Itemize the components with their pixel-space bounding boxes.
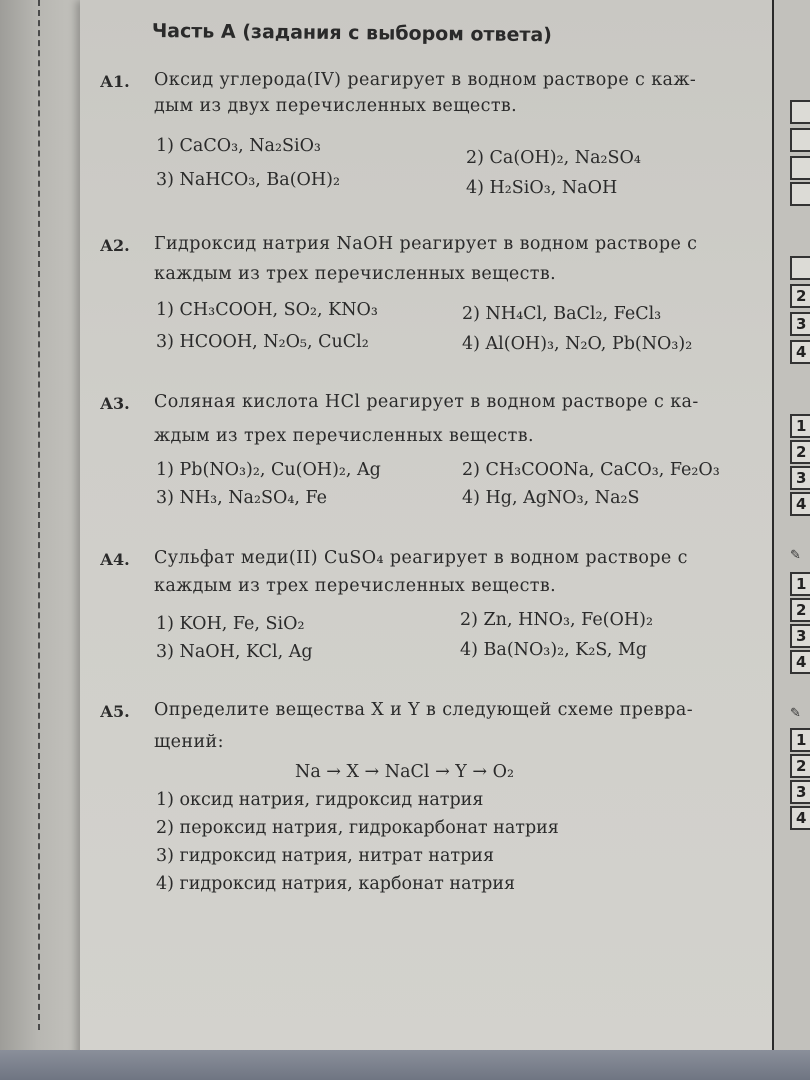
answer-box[interactable]: 3 [790, 624, 810, 648]
task-number: А1. [100, 72, 130, 91]
answer-box[interactable]: 2 [790, 754, 810, 778]
task-number: А2. [100, 236, 130, 255]
option-1[interactable]: 1) CH₃COOH, SO₂, KNO₃ [156, 300, 378, 320]
option-1[interactable]: 1) Pb(NO₃)₂, Cu(OH)₂, Ag [156, 460, 381, 480]
option-3[interactable]: 3) HCOOH, N₂O₅, CuCl₂ [156, 332, 369, 352]
option-3[interactable]: 3) NH₃, Na₂SO₄, Fe [156, 488, 328, 508]
option-2[interactable]: 2) CH₃COONa, CaCO₃, Fe₂O₃ [462, 460, 720, 480]
answer-box[interactable]: 3 [790, 312, 810, 336]
answer-box[interactable]: 4 [790, 492, 810, 516]
answer-box[interactable]: 2 [790, 440, 810, 464]
pen-icon: ✎ [790, 706, 801, 721]
workbook-page [80, 0, 780, 1060]
answer-box[interactable] [790, 100, 810, 124]
option-4[interactable]: 4) Hg, AgNO₃, Na₂S [462, 488, 640, 508]
option-4[interactable]: 4) Al(OH)₃, N₂O, Pb(NO₃)₂ [462, 334, 693, 354]
answer-box[interactable]: 3 [790, 780, 810, 804]
question-line: Оксид углерода(IV) реагирует в водном растворе с каж- [154, 70, 697, 90]
cut-line-left [38, 0, 40, 1030]
answer-box[interactable] [790, 128, 810, 152]
task-number: А3. [100, 394, 130, 413]
option-1[interactable]: 1) CaCO₃, Na₂SiO₃ [156, 136, 321, 156]
answer-box[interactable]: 1 [790, 414, 810, 438]
question-line: Соляная кислота HCl реагирует в водном растворе с ка- [154, 392, 699, 412]
answer-box[interactable]: 4 [790, 650, 810, 674]
answer-box[interactable] [790, 256, 810, 280]
question-line: Сульфат меди(II) CuSO₄ реагирует в водном растворе с [154, 548, 688, 568]
question-line: каждым из трех перечисленных веществ. [154, 576, 557, 596]
task-number: А4. [100, 550, 130, 569]
question-line: каждым из трех перечисленных веществ. [154, 264, 557, 284]
transformation-scheme: Na → X → NaCl → Y → O₂ [295, 762, 515, 782]
answer-box[interactable]: 3 [790, 466, 810, 490]
answer-box[interactable]: 2 [790, 284, 810, 308]
answer-box[interactable] [790, 156, 810, 180]
option-3[interactable]: 3) NaHCO₃, Ba(OH)₂ [156, 170, 340, 190]
answer-box[interactable] [790, 182, 810, 206]
option-4[interactable]: 4) Ba(NO₃)₂, K₂S, Mg [460, 640, 647, 660]
answer-box[interactable]: 2 [790, 598, 810, 622]
option-4[interactable]: 4) H₂SiO₃, NaOH [466, 178, 618, 198]
option-2[interactable]: 2) Ca(OH)₂, Na₂SO₄ [466, 148, 641, 168]
answer-box[interactable]: 4 [790, 806, 810, 830]
question-line: щений: [154, 732, 224, 752]
option-3[interactable]: 3) гидроксид натрия, нитрат натрия [156, 846, 494, 866]
table-surface [0, 1050, 810, 1080]
question-line: Определите вещества X и Y в следующей схеме превра- [154, 700, 694, 720]
option-2[interactable]: 2) NH₄Cl, BaCl₂, FeCl₃ [462, 304, 662, 324]
question-line: Гидроксид натрия NaOH реагирует в водном растворе с [154, 234, 698, 254]
option-4[interactable]: 4) гидроксид натрия, карбонат натрия [156, 874, 516, 894]
question-line: дым из двух перечисленных веществ. [154, 96, 518, 116]
option-2[interactable]: 2) Zn, HNO₃, Fe(OH)₂ [460, 610, 653, 630]
option-2[interactable]: 2) пероксид натрия, гидрокарбонат натрия [156, 818, 559, 838]
pen-icon: ✎ [790, 548, 801, 563]
answer-box[interactable]: 1 [790, 728, 810, 752]
option-3[interactable]: 3) NaOH, KCl, Ag [156, 642, 313, 662]
option-1[interactable]: 1) оксид натрия, гидроксид натрия [156, 790, 484, 810]
section-heading: Часть А (задания с выбором ответа) [151, 20, 553, 47]
option-1[interactable]: 1) KOH, Fe, SiO₂ [156, 614, 305, 634]
answer-box[interactable]: 1 [790, 572, 810, 596]
question-line: ждым из трех перечисленных веществ. [154, 426, 534, 446]
answer-box[interactable]: 4 [790, 340, 810, 364]
task-number: А5. [100, 702, 130, 721]
